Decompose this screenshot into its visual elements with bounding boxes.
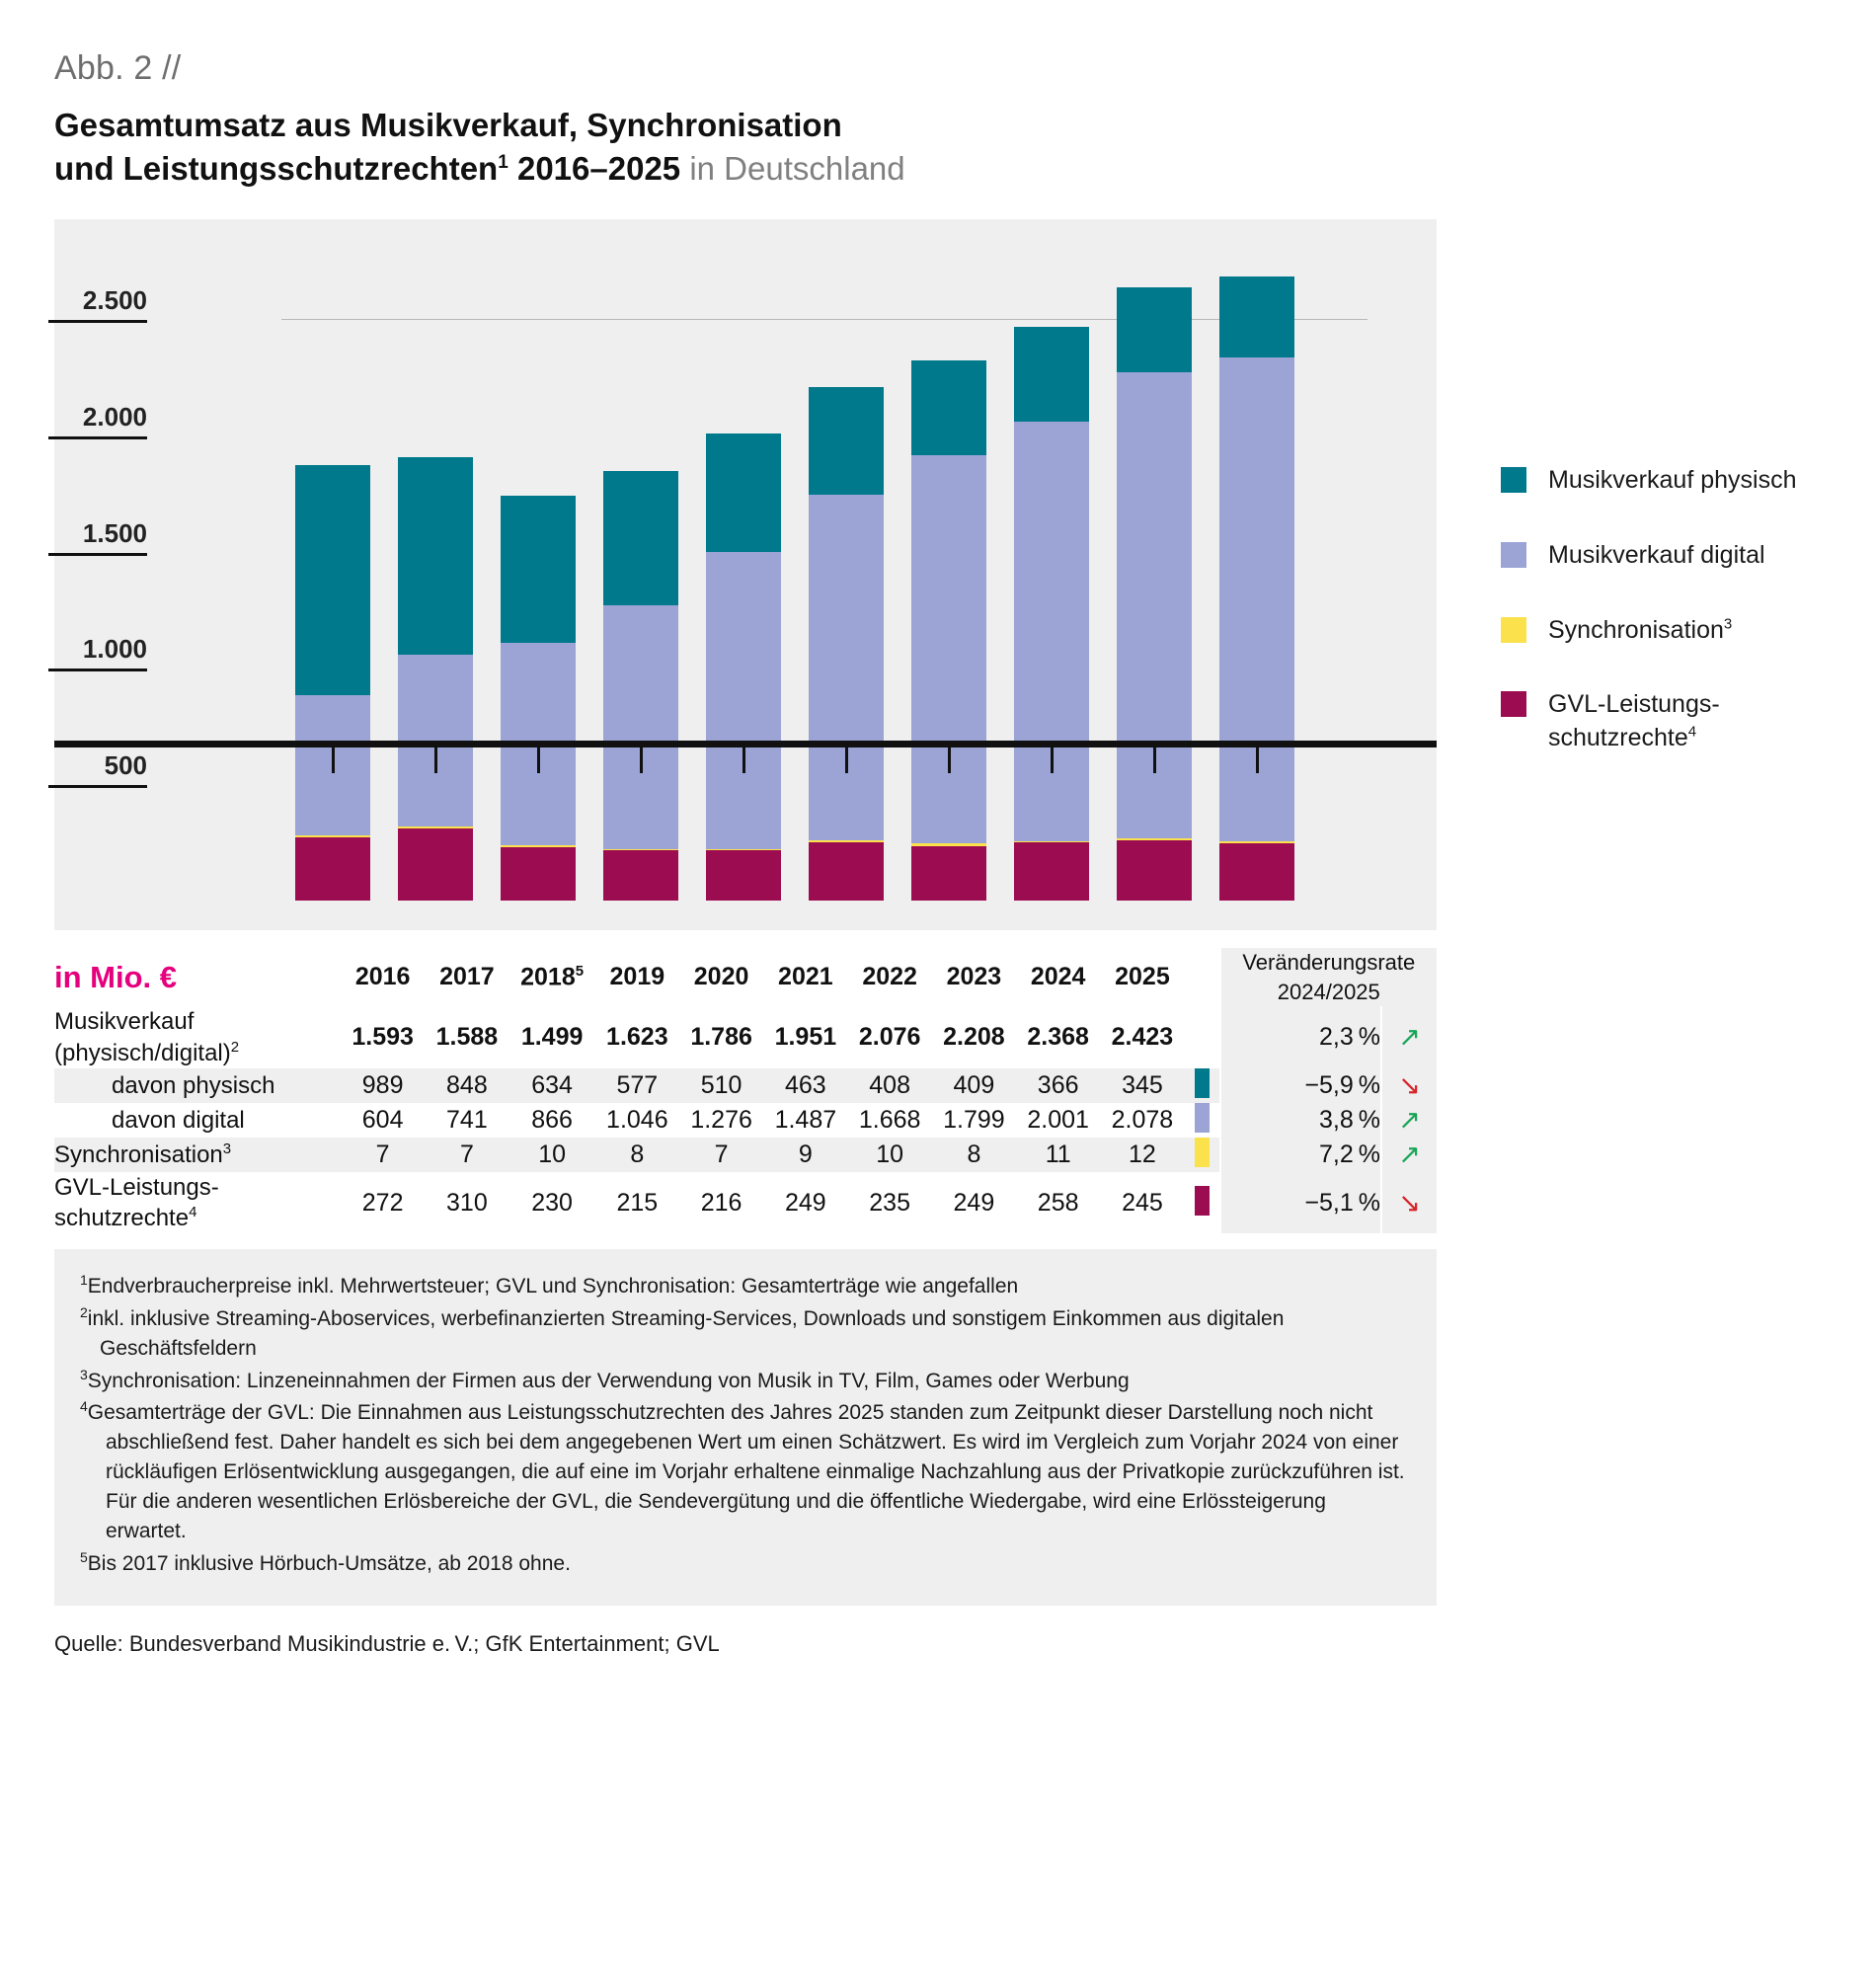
bar-segment bbox=[1219, 843, 1295, 901]
legend-sup-synchronisation: 3 bbox=[1723, 615, 1733, 633]
table-cell: 245 bbox=[1122, 1188, 1163, 1217]
bar-segment bbox=[603, 850, 679, 901]
page-title bbox=[54, 104, 1338, 190]
title-footnote-marker: 1 bbox=[498, 151, 508, 173]
bar-column bbox=[692, 249, 795, 901]
table-cell: 604 bbox=[361, 1105, 404, 1134]
series-color-swatch bbox=[1195, 1138, 1210, 1167]
table-column-header-2019: 2019 bbox=[609, 963, 665, 991]
chart-x-axis-ticks bbox=[281, 747, 1308, 773]
trend-up-icon: ↗ bbox=[1381, 1103, 1437, 1138]
stacked-bar bbox=[1014, 327, 1090, 901]
table-cell: 10 bbox=[538, 1140, 567, 1168]
legend-label-physisch: Musikverkauf physisch bbox=[1548, 466, 1797, 494]
bar-column bbox=[281, 249, 384, 901]
figure-header bbox=[0, 0, 1876, 190]
bar-segment bbox=[398, 828, 474, 901]
table-column-header-2023: 2023 bbox=[946, 963, 1002, 991]
table-cell: 2.001 bbox=[1027, 1105, 1089, 1134]
table-cell: 7 bbox=[459, 1140, 474, 1168]
bar-segment bbox=[1014, 842, 1090, 901]
table-cell: 249 bbox=[785, 1188, 826, 1217]
table-row-label: GVL-Leistungs- schutzrechte$^4$ bbox=[54, 1173, 219, 1232]
x-tick bbox=[1103, 747, 1206, 773]
table-cell: 1.668 bbox=[858, 1105, 921, 1134]
table-cell: 2.423 bbox=[1111, 1023, 1174, 1052]
table-cell: 1.593 bbox=[352, 1023, 414, 1052]
legend-label-synchronisation: Synchronisation$^3$ bbox=[1548, 615, 1733, 644]
tick-mark bbox=[743, 747, 745, 773]
table-cell: 1.951 bbox=[774, 1023, 837, 1052]
table-column-header-2024: 2024 bbox=[1030, 963, 1086, 991]
bar-column bbox=[1206, 249, 1308, 901]
x-tick bbox=[487, 747, 589, 773]
tick-mark bbox=[1153, 747, 1156, 773]
table-column-header-2017: 2017 bbox=[439, 963, 495, 991]
bar-segment bbox=[603, 471, 679, 605]
table-cell: 258 bbox=[1037, 1188, 1079, 1217]
footnote: $^4$Gesamterträge der GVL: Die Einnahmen aus Leistungsschutzrechten des Jahres 2025 standen zum Zeitpunkt dieser Darstellung noch nicht abschließend fest. Daher handelt es sich bei dem angegebenen Wert um einen Schätzwert. Es wird im Vergleich zum Vorjahr 2024 von einer rückläufigen Erlösentwicklung ausgegangen, die auf eine im Vorjahr erhaltene einmalige Nachzahlung aus der Privatkopie zurückzuführen ist. Für die anderen wesentlichen Erlösbereiche der GVL, die Sendevergütung und die öffentliche Wiedergabe, wird eine Erlössteigerung erwartet. bbox=[80, 1398, 1405, 1542]
bar-column bbox=[898, 249, 1000, 901]
bar-segment bbox=[501, 847, 577, 901]
table-head bbox=[54, 948, 1437, 1006]
y-axis-tick-label: 2.000 bbox=[48, 402, 147, 439]
table-column-header-2018: 2018$^5$ bbox=[520, 963, 585, 991]
stacked-bar bbox=[501, 496, 577, 901]
bar-segment bbox=[1219, 276, 1295, 356]
table-cell: 2.368 bbox=[1027, 1023, 1089, 1052]
title-line-2: und Leistungsschutzrechten bbox=[54, 149, 499, 187]
table-cell: 235 bbox=[869, 1188, 910, 1217]
x-tick bbox=[692, 747, 795, 773]
source-line: Quelle: Bundesverband Musikindustrie e. V.; GfK Entertainment; GVL bbox=[54, 1631, 720, 1657]
bar-column bbox=[1103, 249, 1206, 901]
bar-segment bbox=[1117, 840, 1193, 901]
table-row-label: Synchronisation$^3$ bbox=[54, 1140, 232, 1168]
table-column-header-2021: 2021 bbox=[778, 963, 833, 991]
legend-swatch-physisch bbox=[1501, 467, 1526, 493]
x-tick bbox=[1000, 747, 1103, 773]
tick-mark bbox=[948, 747, 951, 773]
table-cell: 272 bbox=[361, 1188, 404, 1217]
trend-down-icon: ↘ bbox=[1381, 1068, 1437, 1103]
table-change-value: −5,1 % bbox=[1220, 1172, 1381, 1233]
table-change-header: Veränderungsrate 2024/2025 bbox=[1220, 948, 1437, 1006]
x-tick bbox=[384, 747, 487, 773]
figure-label: Abb. 2 // bbox=[54, 49, 182, 87]
table-cell: 216 bbox=[700, 1188, 743, 1217]
y-axis-tick-label: 500 bbox=[48, 750, 147, 788]
bar-column bbox=[589, 249, 692, 901]
table-row-swatch bbox=[1185, 1138, 1220, 1172]
series-color-swatch bbox=[1195, 1103, 1210, 1133]
bar-column bbox=[795, 249, 898, 901]
legend-item-synchronisation bbox=[1501, 614, 1856, 648]
table-column-header-2025: 2025 bbox=[1115, 963, 1170, 991]
bar-segment bbox=[1014, 422, 1090, 840]
chart-bars bbox=[281, 249, 1308, 901]
trend-up-icon: ↗ bbox=[1381, 1138, 1437, 1172]
bar-segment bbox=[809, 387, 885, 495]
table-row-label: Musikverkauf (physisch/digital)$^2$ bbox=[54, 1008, 240, 1066]
trend-up-icon: ↗ bbox=[1381, 1006, 1437, 1067]
table-cell: 741 bbox=[446, 1105, 488, 1134]
table-cell: 1.623 bbox=[606, 1023, 668, 1052]
table-row bbox=[54, 1172, 1437, 1233]
bar-segment bbox=[706, 850, 782, 901]
y-axis-tick-label: 1.000 bbox=[48, 634, 147, 671]
table-change-value: 7,2 % bbox=[1220, 1138, 1381, 1172]
bar-segment bbox=[1014, 327, 1090, 422]
legend-swatch-synchronisation bbox=[1501, 617, 1526, 643]
table-cell: 230 bbox=[531, 1188, 573, 1217]
table-cell: 1.499 bbox=[520, 1023, 584, 1052]
table-row-swatch bbox=[1185, 1006, 1220, 1067]
bar-segment bbox=[1117, 287, 1193, 372]
table-change-value: 2,3 % bbox=[1220, 1006, 1381, 1067]
table-change-value: 3,8 % bbox=[1220, 1103, 1381, 1138]
legend-item-digital bbox=[1501, 539, 1856, 573]
table-cell: 8 bbox=[630, 1140, 645, 1168]
table-cell: 8 bbox=[967, 1140, 981, 1168]
table-row-swatch bbox=[1185, 1068, 1220, 1103]
bar-segment bbox=[398, 457, 474, 655]
x-tick bbox=[1206, 747, 1308, 773]
bar-column bbox=[384, 249, 487, 901]
footnote: $^2$inkl. inklusive Streaming-Aboservices, werbefinanzierten Streaming-Services, Downloads und sonstigem Einkommen aus digitalen Geschäftsfeldern bbox=[80, 1304, 1285, 1360]
table-cell: 9 bbox=[798, 1140, 813, 1168]
bar-segment bbox=[501, 496, 577, 643]
legend-swatch-gvl bbox=[1501, 691, 1526, 717]
table-cell: 634 bbox=[531, 1070, 573, 1099]
bar-segment bbox=[809, 495, 885, 841]
table-cell: 1.588 bbox=[435, 1023, 499, 1052]
footnote: $^3$Synchronisation: Linzeneinnahmen der Firmen aus der Verwendung von Musik in TV, Film, Games oder Werbung bbox=[80, 1366, 1130, 1392]
tick-mark bbox=[1256, 747, 1259, 773]
title-years: 2016–2025 bbox=[516, 149, 681, 187]
table-cell: 1.799 bbox=[943, 1105, 1005, 1134]
table-cell: 1.046 bbox=[606, 1105, 668, 1134]
stacked-bar bbox=[603, 471, 679, 901]
stacked-bar bbox=[295, 465, 371, 901]
legend-label-gvl: GVL-Leistungs- schutzrechte$^4$ bbox=[1548, 690, 1720, 751]
table-cell: 310 bbox=[446, 1188, 488, 1217]
legend-item-physisch bbox=[1501, 464, 1856, 498]
tick-mark bbox=[537, 747, 540, 773]
footnotes bbox=[54, 1249, 1437, 1606]
x-tick bbox=[281, 747, 384, 773]
x-tick bbox=[795, 747, 898, 773]
series-color-swatch bbox=[1195, 1068, 1210, 1098]
table-column-header-2016: 2016 bbox=[354, 963, 411, 991]
y-axis-tick-label: 1.500 bbox=[48, 518, 147, 556]
bar-segment bbox=[911, 846, 987, 901]
chart-x-axis bbox=[54, 741, 1437, 747]
table-swatch-header bbox=[1185, 948, 1220, 1006]
bar-segment bbox=[706, 433, 782, 552]
stacked-bar bbox=[911, 360, 987, 901]
legend-sup-gvl: 4 bbox=[1687, 723, 1697, 741]
stacked-bar bbox=[398, 457, 474, 901]
table-cell: 345 bbox=[1122, 1070, 1163, 1099]
bar-segment bbox=[911, 360, 987, 455]
table-row-swatch bbox=[1185, 1103, 1220, 1138]
chart-plot-area bbox=[82, 249, 1308, 901]
table-cell: 848 bbox=[446, 1070, 488, 1099]
bar-column bbox=[487, 249, 589, 901]
table-column-header-2022: 2022 bbox=[862, 963, 917, 991]
table-cell: 577 bbox=[616, 1070, 659, 1099]
bar-segment bbox=[706, 552, 782, 849]
data-table bbox=[54, 948, 1437, 1233]
table-cell: 1.276 bbox=[690, 1105, 752, 1134]
table-row bbox=[54, 1103, 1437, 1138]
table-cell: 463 bbox=[785, 1070, 826, 1099]
table-cell: 1.487 bbox=[774, 1105, 837, 1134]
stacked-bar-chart bbox=[54, 219, 1437, 930]
table-row bbox=[54, 1068, 1437, 1103]
table-unit-label: in Mio. € bbox=[54, 959, 177, 994]
x-tick bbox=[589, 747, 692, 773]
tick-mark bbox=[434, 747, 437, 773]
table-cell: 409 bbox=[953, 1070, 995, 1099]
bar-segment bbox=[295, 465, 371, 695]
table-cell: 7 bbox=[375, 1140, 390, 1168]
table-cell: 215 bbox=[616, 1188, 659, 1217]
stacked-bar bbox=[1117, 287, 1193, 901]
trend-down-icon: ↘ bbox=[1381, 1172, 1437, 1233]
table-body bbox=[54, 1006, 1437, 1233]
table-cell: 989 bbox=[361, 1070, 404, 1099]
table-cell: 10 bbox=[876, 1140, 904, 1168]
bar-segment bbox=[809, 842, 885, 901]
table-cell: 366 bbox=[1037, 1070, 1079, 1099]
table-cell: 2.078 bbox=[1111, 1105, 1174, 1134]
legend-label-digital: Musikverkauf digital bbox=[1548, 540, 1765, 569]
bar-segment bbox=[295, 837, 371, 901]
table-cell: 2.076 bbox=[858, 1023, 921, 1052]
table-cell: 11 bbox=[1045, 1140, 1071, 1168]
table-row bbox=[54, 1006, 1437, 1067]
table-row-label: davon digital bbox=[112, 1106, 245, 1134]
legend-swatch-digital bbox=[1501, 542, 1526, 568]
stacked-bar bbox=[1219, 276, 1295, 901]
table-cell: 7 bbox=[714, 1140, 729, 1168]
table-row bbox=[54, 1138, 1437, 1172]
table-cell: 866 bbox=[531, 1105, 573, 1134]
stacked-bar bbox=[706, 433, 782, 902]
title-line-1: Gesamtumsatz aus Musikverkauf, Synchronisation bbox=[54, 107, 842, 143]
table-cell: 249 bbox=[953, 1188, 995, 1217]
legend-item-gvl bbox=[1501, 688, 1856, 755]
footnote: $^1$Endverbraucherpreise inkl. Mehrwertsteuer; GVL und Synchronisation: Gesamterträge wie angefallen bbox=[80, 1272, 1019, 1298]
table-row-label: davon physisch bbox=[112, 1071, 275, 1099]
table-row-swatch bbox=[1185, 1172, 1220, 1233]
bar-column bbox=[1000, 249, 1103, 901]
chart-legend bbox=[1501, 464, 1856, 797]
table-cell: 408 bbox=[869, 1070, 910, 1099]
table-cell: 12 bbox=[1129, 1140, 1156, 1168]
table-cell: 510 bbox=[700, 1070, 743, 1099]
tick-mark bbox=[1051, 747, 1054, 773]
y-axis-tick-label: 2.500 bbox=[48, 285, 147, 323]
stacked-bar bbox=[809, 387, 885, 901]
table-cell: 1.786 bbox=[690, 1023, 752, 1052]
bar-segment bbox=[603, 605, 679, 849]
table-change-value: −5,9 % bbox=[1220, 1068, 1381, 1103]
table-column-header-2020: 2020 bbox=[693, 963, 749, 991]
tick-mark bbox=[640, 747, 643, 773]
series-color-swatch bbox=[1195, 1186, 1210, 1216]
x-tick bbox=[898, 747, 1000, 773]
table-cell: 2.208 bbox=[943, 1023, 1005, 1052]
tick-mark bbox=[332, 747, 335, 773]
footnote: $^5$Bis 2017 inklusive Hörbuch-Umsätze, ab 2018 ohne. bbox=[80, 1548, 571, 1575]
bar-segment bbox=[911, 455, 987, 843]
tick-mark bbox=[845, 747, 848, 773]
data-table-wrap bbox=[54, 948, 1437, 1233]
table-header-row bbox=[54, 948, 1437, 1006]
title-subtitle: in Deutschland bbox=[689, 149, 905, 187]
